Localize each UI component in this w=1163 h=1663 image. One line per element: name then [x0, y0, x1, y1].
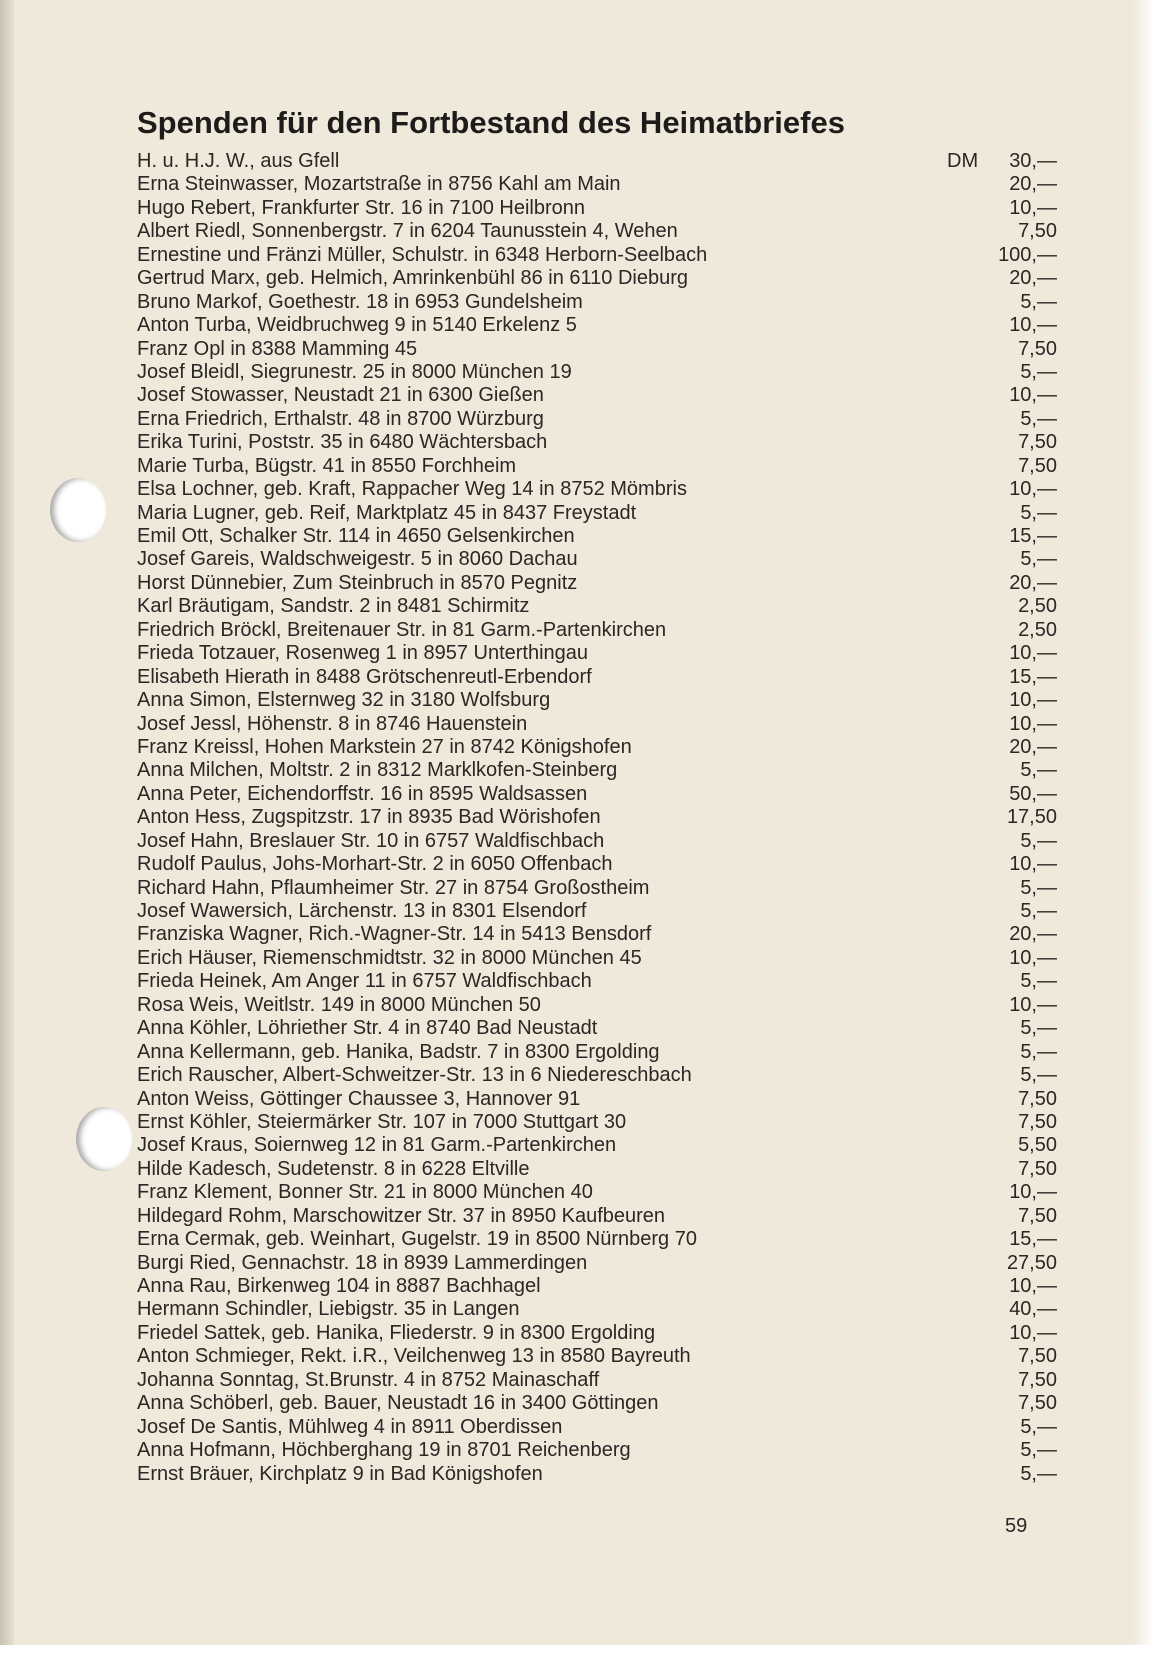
- donation-amount: 7,50: [1018, 1204, 1057, 1227]
- donation-amount: 5,—: [1020, 1462, 1057, 1485]
- donation-row: [137, 197, 1057, 220]
- donor-name: Friedrich Bröckl, Breitenauer Str. in 81 Garm.-Partenkirchen: [137, 618, 667, 641]
- donation-row: [137, 338, 1057, 361]
- donation-row: [137, 361, 1057, 384]
- donation-row: [137, 1088, 1057, 1111]
- donor-name: Richard Hahn, Pflaumheimer Str. 27 in 8754 Großostheim: [137, 876, 650, 899]
- donation-amount: 7,50: [1018, 431, 1057, 454]
- donation-row: [137, 713, 1057, 736]
- donation-amount: 5,—: [1020, 1064, 1057, 1087]
- donor-name: Anton Hess, Zugspitzstr. 17 in 8935 Bad Wörishofen: [137, 806, 601, 829]
- donation-row: [137, 666, 1057, 689]
- donor-name: Ernst Köhler, Steiermärker Str. 107 in 7000 Stuttgart 30: [137, 1110, 627, 1133]
- donation-amount: 7,50: [1018, 1087, 1057, 1110]
- donor-name: Johanna Sonntag, St.Brunstr. 4 in 8752 Mainaschaff: [137, 1368, 600, 1391]
- donor-name: Anna Milchen, Moltstr. 2 in 8312 Marklkofen-Steinberg: [137, 759, 618, 782]
- donor-name: Rudolf Paulus, Johs-Morhart-Str. 2 in 6050 Offenbach: [137, 853, 613, 876]
- donation-amount: 10,—: [1009, 1181, 1057, 1204]
- donation-list: [137, 150, 1057, 1486]
- donation-row: [137, 853, 1057, 876]
- donation-amount: 7,50: [1018, 1368, 1057, 1391]
- donation-amount: 15,—: [1009, 1228, 1057, 1251]
- donor-name: Anna Simon, Elsternweg 32 in 3180 Wolfsburg: [137, 689, 551, 712]
- donation-row: [137, 1205, 1057, 1228]
- donation-row: [137, 1017, 1057, 1040]
- donation-amount: 5,—: [1020, 970, 1057, 993]
- donation-row: [137, 384, 1057, 407]
- punch-hole-top: [50, 478, 106, 542]
- donation-row: [137, 1252, 1057, 1275]
- donation-row: [137, 150, 1057, 173]
- donation-amount: 5,—: [1020, 1017, 1057, 1040]
- donation-amount: 10,—: [1009, 993, 1057, 1016]
- donor-name: Anna Hofmann, Höchberghang 19 in 8701 Reichenberg: [137, 1439, 631, 1462]
- donation-row: [137, 970, 1057, 993]
- donation-amount: 5,—: [1020, 759, 1057, 782]
- donation-row: [137, 642, 1057, 665]
- donation-row: [137, 1392, 1057, 1415]
- donation-row: [137, 1134, 1057, 1157]
- donor-name: Ernst Bräuer, Kirchplatz 9 in Bad Königshofen: [137, 1462, 543, 1485]
- donation-amount: 10,—: [1009, 853, 1057, 876]
- donation-row: [137, 877, 1057, 900]
- donation-amount: 15,—: [1009, 525, 1057, 547]
- donation-amount: 2,50: [1018, 595, 1057, 618]
- donation-amount: 10,—: [1009, 946, 1057, 969]
- donor-name: Hilde Kadesch, Sudetenstr. 8 in 6228 Eltville: [137, 1157, 530, 1180]
- donor-name: Anna Schöberl, geb. Bauer, Neustadt 16 in 3400 Göttingen: [137, 1392, 659, 1415]
- donation-amount: 5,—: [1020, 290, 1057, 313]
- donor-name: Anton Turba, Weidbruchweg 9 in 5140 Erkelenz 5: [137, 314, 577, 337]
- donation-row: [137, 267, 1057, 290]
- donation-row: [137, 1369, 1057, 1392]
- donation-row: [137, 736, 1057, 759]
- donation-amount: 5,—: [1020, 360, 1057, 383]
- donor-name: Franziska Wagner, Rich.-Wagner-Str. 14 in 5413 Bensdorf: [137, 923, 652, 946]
- donation-row: [137, 759, 1057, 782]
- donor-name: Franz Klement, Bonner Str. 21 in 8000 München 40: [137, 1181, 593, 1204]
- donation-amount: 10,—: [1009, 196, 1057, 219]
- page-number: 59: [1005, 1515, 1028, 1537]
- donation-row: [137, 244, 1057, 267]
- donor-name: Frieda Heinek, Am Anger 11 in 6757 Waldfischbach: [137, 970, 592, 993]
- donation-row: [137, 689, 1057, 712]
- donation-amount: 27,50: [1006, 1251, 1057, 1274]
- donation-row: [137, 1228, 1057, 1251]
- donation-row: [137, 455, 1057, 478]
- donation-row: [137, 830, 1057, 853]
- donation-row: [137, 525, 1057, 548]
- donor-name: Anton Schmieger, Rekt. i.R., Veilchenweg 13 in 8580 Bayreuth: [137, 1345, 691, 1368]
- donation-amount: 5,—: [1020, 829, 1057, 852]
- donor-name: Burgi Ried, Gennachstr. 18 in 8939 Lammerdingen: [137, 1251, 588, 1274]
- donation-amount: 10,—: [1009, 712, 1057, 735]
- donation-amount: 30,—: [1009, 150, 1057, 172]
- donation-amount: 5,—: [1020, 548, 1057, 571]
- donation-row: [137, 923, 1057, 946]
- donation-amount: 20,—: [1009, 571, 1057, 594]
- donation-row: [137, 1041, 1057, 1064]
- donation-amount: 20,—: [1009, 173, 1057, 196]
- donor-name: Josef Jessl, Höhenstr. 8 in 8746 Hauenstein: [137, 712, 528, 735]
- donation-row: [137, 548, 1057, 571]
- donation-amount: 10,—: [1009, 314, 1057, 337]
- donation-row: [137, 1439, 1057, 1462]
- donor-name: Josef Bleidl, Siegrunestr. 25 in 8000 München 19: [137, 360, 572, 383]
- page-bottom-edge: [0, 1645, 1163, 1663]
- donor-name: Anton Weiss, Göttinger Chaussee 3, Hannover 91: [137, 1087, 581, 1110]
- donation-row: [137, 1158, 1057, 1181]
- donor-name: Erich Häuser, Riemenschmidtstr. 32 in 8000 München 45: [137, 946, 642, 969]
- donation-row: [137, 1064, 1057, 1087]
- donation-row: [137, 1111, 1057, 1134]
- donation-amount: 7,50: [1018, 1110, 1057, 1133]
- page-title: Spenden für den Fortbestand des Heimatbriefes: [137, 105, 845, 140]
- donor-name: Anna Rau, Birkenweg 104 in 8887 Bachhagel: [137, 1275, 541, 1297]
- donation-row: [137, 947, 1057, 970]
- donation-row: [137, 1275, 1057, 1298]
- donation-amount: 100,—: [998, 243, 1057, 266]
- donor-name: Elisabeth Hierath in 8488 Grötschenreutl-Erbendorf: [137, 665, 592, 688]
- donation-amount: 5,50: [1018, 1134, 1057, 1157]
- donation-row: [137, 173, 1057, 196]
- donation-amount: 5,—: [1020, 501, 1057, 524]
- donor-name: Emil Ott, Schalker Str. 114 in 4650 Gelsenkirchen: [137, 525, 575, 547]
- donor-name: Hermann Schindler, Liebigstr. 35 in Langen: [137, 1298, 520, 1321]
- donation-amount: 20,—: [1009, 267, 1057, 290]
- donor-name: Rosa Weis, Weitlstr. 149 in 8000 München 50: [137, 993, 541, 1016]
- donation-amount: 7,50: [1018, 1392, 1057, 1415]
- donation-amount: 20,—: [1009, 735, 1057, 758]
- donor-name: Josef De Santis, Mühlweg 4 in 8911 Oberdissen: [137, 1415, 563, 1438]
- donor-name: Franz Kreissl, Hohen Markstein 27 in 8742 Königshofen: [137, 735, 632, 758]
- donation-amount: 7,50: [1018, 1157, 1057, 1180]
- donation-amount: 17,50: [1006, 806, 1057, 829]
- donor-name: Karl Bräutigam, Sandstr. 2 in 8481 Schirmitz: [137, 595, 530, 618]
- donation-amount: 7,50: [1018, 220, 1057, 243]
- donation-amount: 5,—: [1020, 1415, 1057, 1438]
- donation-row: [137, 1322, 1057, 1345]
- donor-name: Erna Cermak, geb. Weinhart, Gugelstr. 19 in 8500 Nürnberg 70: [137, 1228, 697, 1251]
- donation-row: [137, 1345, 1057, 1368]
- donation-row: [137, 502, 1057, 525]
- donor-name: Josef Wawersich, Lärchenstr. 13 in 8301 Elsendorf: [137, 900, 587, 922]
- donor-name: Franz Opl in 8388 Mamming 45: [137, 337, 418, 360]
- donor-name: Ernestine und Fränzi Müller, Schulstr. in 6348 Herborn-Seelbach: [137, 243, 708, 266]
- donor-name: Anna Kellermann, geb. Hanika, Badstr. 7 in 8300 Ergolding: [137, 1040, 660, 1063]
- donor-name: Gertrud Marx, geb. Helmich, Amrinkenbühl 86 in 6110 Dieburg: [137, 267, 689, 290]
- page-left-edge: [0, 0, 14, 1663]
- donation-amount: 10,—: [1009, 478, 1057, 501]
- currency-label: DM: [947, 150, 979, 172]
- donation-amount: 5,—: [1020, 407, 1057, 430]
- donation-row: [137, 1416, 1057, 1439]
- donation-amount: 40,—: [1009, 1298, 1057, 1321]
- donation-row: [137, 783, 1057, 806]
- donation-amount: 5,—: [1020, 900, 1057, 922]
- donation-row: [137, 595, 1057, 618]
- donation-amount: 15,—: [1009, 665, 1057, 688]
- donation-row: [137, 220, 1057, 243]
- donation-row: [137, 478, 1057, 501]
- donor-name: Erika Turini, Poststr. 35 in 6480 Wächtersbach: [137, 431, 548, 454]
- donor-name: Hugo Rebert, Frankfurter Str. 16 in 7100 Heilbronn: [137, 196, 586, 219]
- donor-name: Josef Hahn, Breslauer Str. 10 in 6757 Waldfischbach: [137, 829, 605, 852]
- donor-name: Josef Kraus, Soiernweg 12 in 81 Garm.-Partenkirchen: [137, 1134, 617, 1157]
- donation-amount: 7,50: [1018, 454, 1057, 477]
- donor-name: Anna Peter, Eichendorffstr. 16 in 8595 Waldsassen: [137, 782, 588, 805]
- donation-amount: 10,—: [1009, 1321, 1057, 1344]
- donor-name: Elsa Lochner, geb. Kraft, Rappacher Weg 14 in 8752 Mömbris: [137, 478, 687, 501]
- donation-row: [137, 572, 1057, 595]
- donation-amount: 7,50: [1018, 1345, 1057, 1368]
- donation-amount: 20,—: [1009, 923, 1057, 946]
- donor-name: Anna Köhler, Löhriether Str. 4 in 8740 Bad Neustadt: [137, 1017, 598, 1040]
- donor-name: Frieda Totzauer, Rosenweg 1 in 8957 Unterthingau: [137, 642, 589, 665]
- donor-name: Friedel Sattek, geb. Hanika, Fliederstr. 9 in 8300 Ergolding: [137, 1321, 656, 1344]
- donor-name: Josef Gareis, Waldschweigestr. 5 in 8060 Dachau: [137, 548, 578, 571]
- donation-amount: 10,—: [1009, 642, 1057, 665]
- donation-amount: 50,—: [1009, 782, 1057, 805]
- donation-row: [137, 431, 1057, 454]
- donation-row: [137, 1298, 1057, 1321]
- donor-name: Josef Stowasser, Neustadt 21 in 6300 Gießen: [137, 384, 544, 407]
- donation-amount: 10,—: [1009, 1275, 1057, 1297]
- donor-name: Bruno Markof, Goethestr. 18 in 6953 Gundelsheim: [137, 290, 583, 313]
- punch-hole-bottom: [76, 1107, 132, 1171]
- donation-row: [137, 619, 1057, 642]
- donor-name: H. u. H.J. W., aus Gfell: [137, 150, 340, 172]
- donation-amount: 10,—: [1009, 689, 1057, 712]
- donation-amount: 7,50: [1018, 337, 1057, 360]
- donation-amount: 10,—: [1009, 384, 1057, 407]
- donation-amount: 5,—: [1020, 876, 1057, 899]
- donation-row: [137, 291, 1057, 314]
- donation-row: [137, 994, 1057, 1017]
- donation-amount: 2,50: [1018, 618, 1057, 641]
- donor-name: Hildegard Rohm, Marschowitzer Str. 37 in 8950 Kaufbeuren: [137, 1204, 666, 1227]
- donor-name: Erich Rauscher, Albert-Schweitzer-Str. 13 in 6 Niedereschbach: [137, 1064, 692, 1087]
- donation-row: [137, 900, 1057, 923]
- donation-amount: 5,—: [1020, 1040, 1057, 1063]
- donation-row: [137, 314, 1057, 337]
- donor-name: Erna Steinwasser, Mozartstraße in 8756 Kahl am Main: [137, 173, 621, 196]
- donation-row: [137, 408, 1057, 431]
- donor-name: Erna Friedrich, Erthalstr. 48 in 8700 Würzburg: [137, 407, 544, 430]
- donor-name: Horst Dünnebier, Zum Steinbruch in 8570 Pegnitz: [137, 571, 578, 594]
- donation-row: [137, 1463, 1057, 1486]
- donor-name: Maria Lugner, geb. Reif, Marktplatz 45 in 8437 Freystadt: [137, 501, 637, 524]
- donation-row: [137, 1181, 1057, 1204]
- donor-name: Albert Riedl, Sonnenbergstr. 7 in 6204 Taunusstein 4, Wehen: [137, 220, 678, 243]
- donation-row: [137, 806, 1057, 829]
- donor-name: Marie Turba, Bügstr. 41 in 8550 Forchheim: [137, 454, 517, 477]
- page-right-edge: [1133, 0, 1163, 1663]
- donation-amount: 5,—: [1020, 1439, 1057, 1462]
